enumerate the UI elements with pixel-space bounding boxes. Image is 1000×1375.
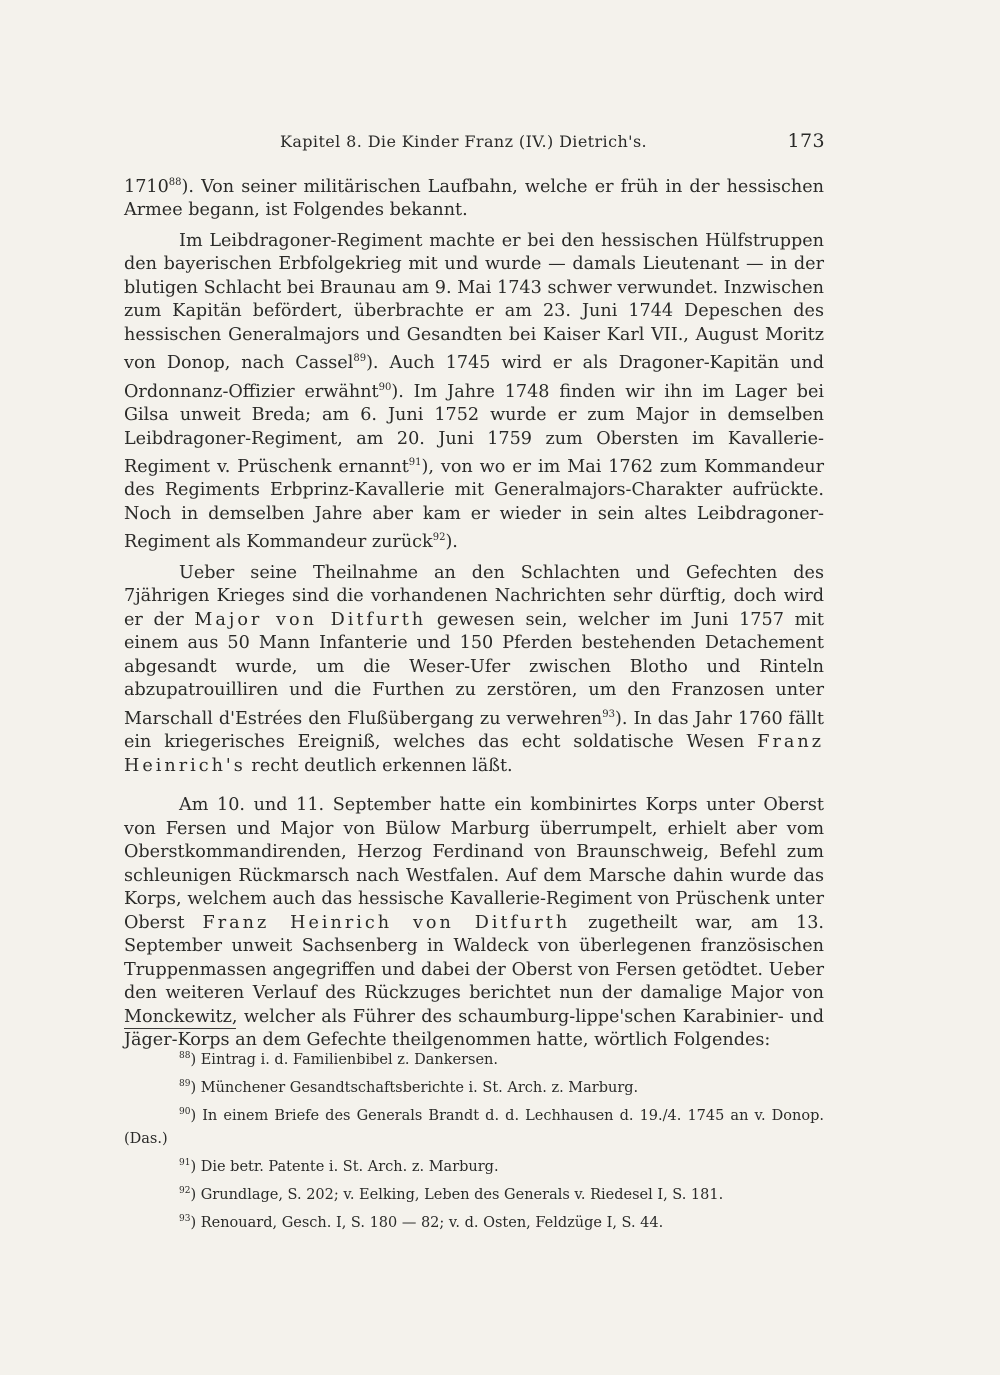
- footnote-ref-89: 89: [353, 353, 367, 365]
- footnotes: [124, 1044, 824, 1235]
- body-text: [124, 171, 824, 1053]
- footnote-ref-91: 91: [408, 457, 422, 469]
- page-number: 173: [787, 130, 825, 152]
- paragraph-3: Ueber seine Theilnahme an den Schlachten und Gefechten des 7jährigen Krieges sind die vorhandenen Nachrichten sehr dürftig, doch wird er der Major von Ditfurth gewesen sein, welcher im Juni 1757 mit einem aus 50 Mann Infanterie und 150 Pferden bestehenden Detachement abgesandt wurde, um die Weser-Ufer zwischen Blotho und Rinteln abzupatrouilliren und die Furthen zu zerstören, um den Franzosen unter Marschall d'Estrées den Flußübergang zu verwehren$^{93}$). In das Jahr 1760 fällt ein kriegerisches Ereigniß, welches das echt soldatische Wesen Franz Heinrich's recht deutlich erkennen läßt.: [124, 562, 824, 776]
- running-title: Kapitel 8. Die Kinder Franz (IV.) Dietrich's.: [280, 132, 648, 151]
- paragraph-4: Am 10. und 11. September hatte ein kombinirtes Korps unter Oberst von Fersen und Major von Bülow Marburg überrumpelt, erhielt aber vom Oberstkommandirenden, Herzog Ferdinand von Braunschweig, Befehl zum schleunigen Rückmarsch nach Westfalen. Auf dem Marsche dahin wurde das Korps, welchem auch das hessische Kavallerie-Regiment von Prüschenk unter Oberst Franz Heinrich von Ditfurth zugetheilt war, am 13. September unweit Sachsenberg in Waldeck von überlegenen französischen Truppenmassen angegriffen und dabei der Oberst von Fersen getödtet. Ueber den weiteren Verlauf des Rückzuges berichtet nun der damalige Major von Monckewitz, welcher als Führer des schaumburg-lippe'schen Karabinier- und Jäger-Korps an dem Gefechte theilgenommen hatte, wörtlich Folgendes:: [124, 795, 824, 1051]
- footnote-ref-92: 92: [432, 532, 446, 544]
- footnote-divider: [124, 1028, 236, 1029]
- footnote-93: $^{93}$) Renouard, Gesch. I, S. 180 — 82; v. d. Osten, Feldzüge I, S. 44.: [179, 1214, 664, 1231]
- footnote-91: $^{91}$) Die betr. Patente i. St. Arch. z. Marburg.: [179, 1158, 499, 1176]
- spaced-name: Franz Heinrich's: [124, 732, 824, 776]
- footnote-ref-88: 88: [168, 177, 182, 188]
- paragraph-1: 1710$^{88}$). Von seiner militärischen Laufbahn, welche er früh in der hessischen Armee begann, ist Folgendes bekannt.: [124, 176, 824, 221]
- footnote-ref-93: 93: [602, 708, 615, 720]
- page-header: [280, 130, 825, 160]
- spaced-name: Major von Ditfurth: [194, 609, 427, 630]
- footnote-90: $^{90}$) In einem Briefe des Generals Brandt d. d. Lechhausen d. 19./4. 1745 an v. Donop. (Das.): [124, 1106, 824, 1148]
- footnote-88: $^{88}$) Eintrag i. d. Familienbibel z. Dankersen.: [179, 1051, 498, 1068]
- footnote-89: $^{89}$) Münchener Gesandtschaftsberichte i. St. Arch. z. Marburg.: [179, 1078, 639, 1096]
- paragraph-2: Im Leibdragoner-Regiment machte er bei den hessischen Hülfstruppen den bayerischen Erbfolgekrieg mit und wurde — damals Lieutenant — in der blutigen Schlacht bei Braunau am 9. Mai 1743 schwer verwundet. Inzwischen zum Kapitän befördert, überbrachte er am 23. Juni 1744 Depeschen des hessischen Generalmajors und Gesandten bei Kaiser Karl VII., August Moritz von Donop, nach Cassel$^{89}$). Auch 1745 wird er als Dragoner-Kapitän und Ordonnanz-Offizier erwähnt$^{90}$). Im Jahre 1748 finden wir ihn im Lager bei Gilsa unweit Breda; am 6. Juni 1752 wurde er zum Major in demselben Leibdragoner-Regiment, am 20. Juni 1759 zum Obersten im Kavallerie-Regiment v. Prüschenk ernannt$^{91}$), von wo er im Mai 1762 zum Kommandeur des Regiments Erbprinz-Kavallerie mit Generalmajors-Charakter aufrückte. Noch in demselben Jahre aber kam er wieder in sein altes Leibdragoner-Regiment als Kommandeur zurück$^{92}$).: [124, 230, 824, 553]
- footnote-ref-90: 90: [378, 381, 392, 393]
- spaced-name: Franz Heinrich von Ditfurth: [202, 912, 571, 933]
- footnote-92: $^{92}$) Grundlage, S. 202; v. Eelking, Leben des Generals v. Riedesel I, S. 181.: [179, 1186, 724, 1204]
